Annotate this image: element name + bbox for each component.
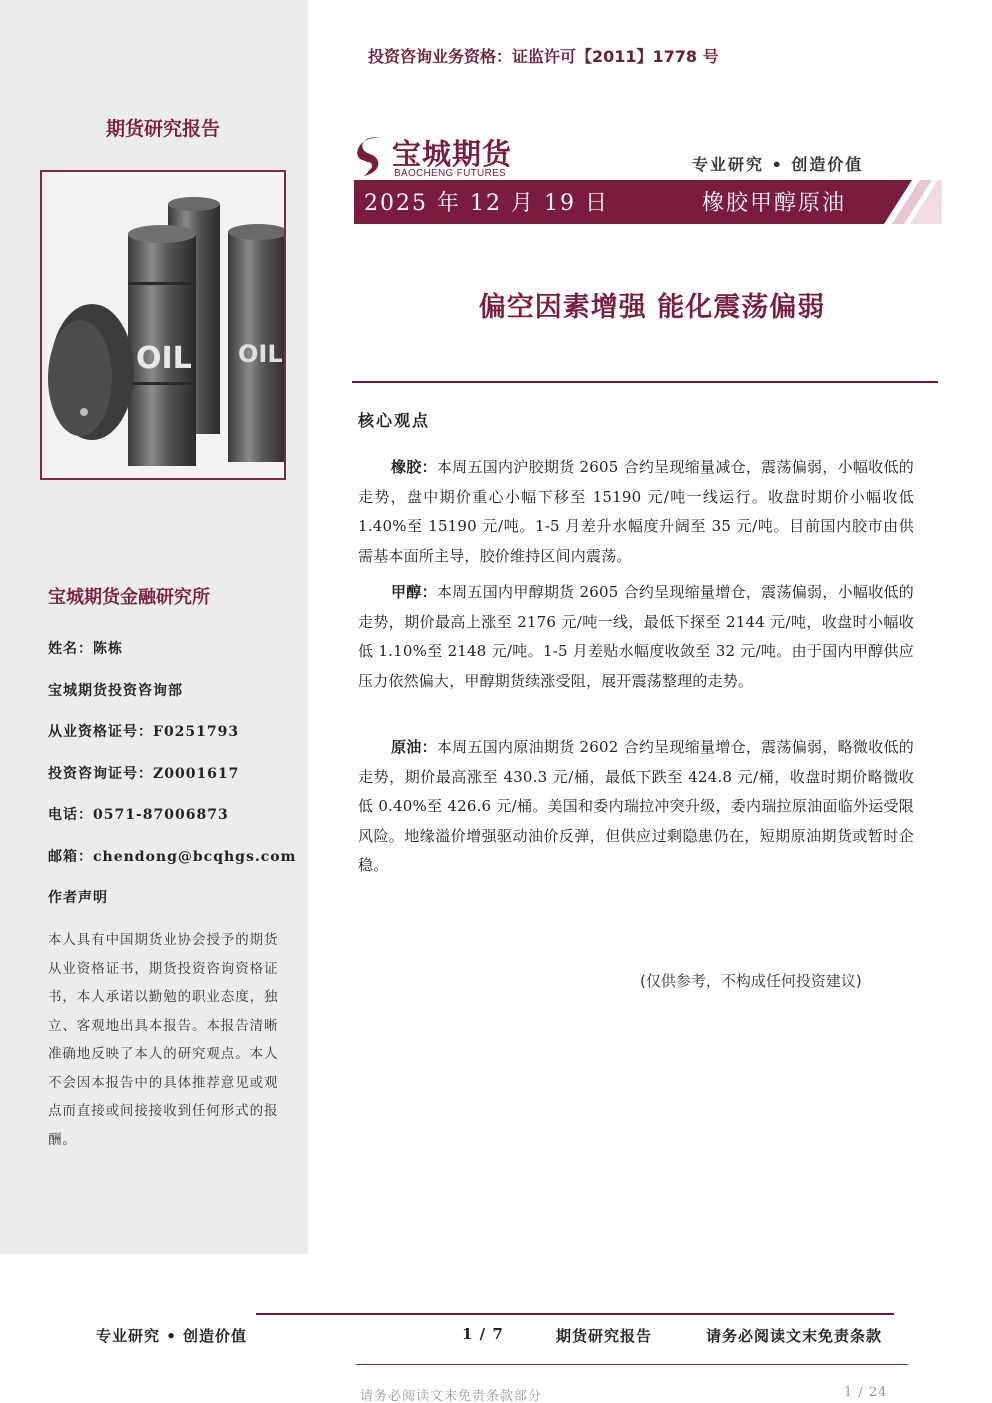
logo-text-en: BAOCHENG FUTURES: [394, 168, 507, 179]
sub-disclaimer: 请务必阅读文末免责条款部分: [360, 1389, 543, 1403]
email-address[interactable]: 邮箱：chendong@bcqhgs.com: [48, 849, 297, 865]
footer-page-number: 1 / 7: [462, 1325, 504, 1343]
logo-text-cn: 宝城期货: [392, 137, 513, 171]
practice-cert: 从业资格证号：F0251793: [48, 724, 240, 740]
report-date: 2025 年 12 月 19 日: [364, 191, 609, 216]
header-slogan: 专业研究 • 创造价值: [692, 155, 864, 174]
company-logo: [352, 132, 518, 180]
logo-mark-icon: [352, 132, 392, 180]
rubber-text: 本周五国内沪胶期货 2605 合约呈现缩量减仓，震荡偏弱，小幅收低的走势，盘中期价重心小幅下移至 15190 元/吨一线运行。收盘时期价小幅收低 1.40%至 15190 元/吨。1-5 月差升水幅度升阔至 35 元/吨。目前国内胶市由供需基本面所主导，胶价维持区间内震荡。: [358, 458, 914, 565]
institute-name: 宝城期货金融研究所: [48, 587, 210, 608]
core-view-title: 核心观点: [358, 411, 431, 430]
oil-barrels-illustration: [42, 172, 286, 480]
consult-cert: 投资咨询证号：Z0001617: [48, 766, 240, 782]
footer-divider: [256, 1313, 894, 1315]
barrel-label-text: OIL: [136, 341, 192, 376]
methanol-text: 本周五国内甲醇期货 2605 合约呈现缩量增仓，震荡偏弱，小幅收低的走势，期价最高上涨至 2176 元/吨一线，最低下探至 2144 元/吨，收盘时小幅收低 1.10%至 2148 元/吨。1-5 月差贴水幅度收敛至 32 元/吨。由于国内甲醇供应压力依然偏大，甲醇期货续涨受阻，展开震荡整理的走势。: [358, 583, 914, 690]
report-headline: 偏空因素增强 能化震荡偏弱: [478, 292, 826, 323]
reference-note: (仅供参考，不构成任何投资建议): [640, 972, 862, 990]
rubber-paragraph: [358, 453, 914, 571]
footer-divider-2: [356, 1364, 908, 1365]
crude-tag: 原油：: [391, 738, 437, 756]
report-topic: 橡胶甲醇原油: [702, 191, 847, 216]
footer-slogan: 专业研究 • 创造价值: [96, 1327, 248, 1345]
analyst-dept: 宝城期货投资咨询部: [48, 683, 183, 699]
sub-page-number: 1 / 24: [844, 1385, 888, 1400]
statement-title: 作者声明: [48, 890, 108, 906]
analyst-name: 姓名：陈栋: [48, 641, 123, 657]
methanol-tag: 甲醇：: [391, 583, 437, 601]
rubber-tag: 橡胶：: [391, 458, 437, 476]
footer-report-type: 期货研究报告: [556, 1327, 653, 1345]
report-type-label: 期货研究报告: [105, 118, 220, 140]
phone-number: 电话：0571-87006873: [48, 807, 229, 823]
crude-paragraph: [358, 733, 914, 881]
date-topic-banner: [354, 180, 942, 224]
crude-text: 本周五国内原油期货 2602 合约呈现缩量增仓，震荡偏弱，略微收低的走势，期价最高涨至 430.3 元/桶，最低下跌至 424.8 元/桶，收盘时期价略微收低 0.40%至 426.6 元/桶。美国和委内瑞拉冲突升级，委内瑞拉原油面临外运受限风险。地缘溢价增强驱动油价反弹，但供应过剩隐患仍在，短期原油期货或暂时企稳。: [358, 738, 914, 874]
divider-line: [352, 381, 938, 383]
author-statement: 本人具有中国期货业协会授予的期货从业资格证书，期货投资咨询资格证书，本人承诺以勤勉的职业态度，独立、客观地出具本报告。本报告清晰准确地反映了本人的研究观点。本人不会因本报告中的具体推荐意见或观点而直接或间接接收到任何形式的报酬。: [48, 932, 279, 1148]
barrel-label-text-2: OIL: [238, 340, 283, 368]
license-text: 投资咨询业务资格：证监许可【2011】1778 号: [368, 47, 719, 66]
methanol-paragraph: [358, 578, 914, 696]
oil-barrels-image: [40, 170, 286, 480]
footer-disclaimer: 请务必阅读文末免责条款: [706, 1327, 883, 1345]
